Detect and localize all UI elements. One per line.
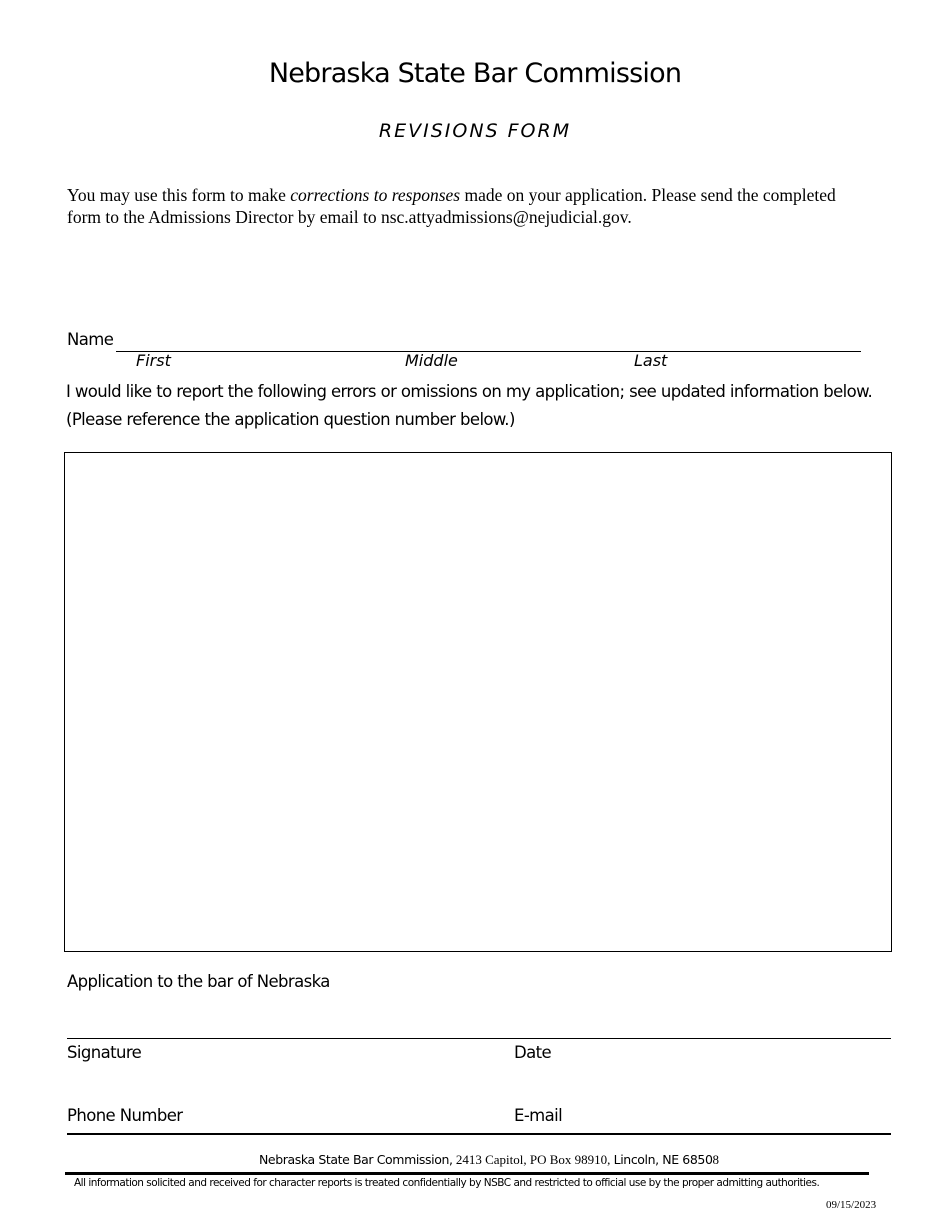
first-name-label: First	[136, 351, 171, 370]
middle-name-label: Middle	[405, 351, 458, 370]
form-subtitle: REVISIONS FORM	[378, 120, 572, 142]
name-label: Name	[67, 330, 114, 349]
footer-divider	[65, 1172, 869, 1175]
intro-text-end: made on your application. Please send the completed form to the Admissions Director by email to nsc.attyadmissions@nejudicial.gov.	[67, 185, 836, 227]
footer-zip-tail: 8	[712, 1152, 720, 1167]
email-label: E-mail	[514, 1106, 563, 1125]
form-title: Nebraska State Bar Commission	[268, 58, 682, 89]
intro-emphasis: corrections to responses	[290, 185, 461, 205]
report-line-1: I would like to report the following errors or omissions on my application; see updated information below.	[66, 382, 873, 401]
name-input-line[interactable]	[116, 351, 861, 352]
phone-label: Phone Number	[67, 1106, 183, 1125]
signature-label: Signature	[67, 1043, 142, 1062]
revisions-text-area[interactable]	[64, 452, 892, 952]
footer-street: 2413 Capitol, PO Box 98910,	[452, 1152, 614, 1167]
footer-org: Nebraska State Bar Commission,	[258, 1152, 453, 1167]
footer-city: Lincoln, NE 6850	[613, 1152, 713, 1167]
report-instructions	[66, 378, 872, 434]
report-line-2: (Please reference the application question number below.)	[66, 410, 515, 429]
contact-divider	[67, 1133, 891, 1135]
confidentiality-notice: All information solicited and received for character reports is treated confidentially by NSBC and restricted to official use by the proper admitting authorities.	[74, 1177, 820, 1189]
intro-paragraph	[67, 184, 867, 228]
intro-text-start: You may use this form to make	[67, 185, 291, 205]
last-name-label: Last	[634, 351, 668, 370]
footer-address	[0, 1152, 950, 1168]
date-label: Date	[514, 1043, 552, 1062]
signature-line[interactable]	[67, 1038, 891, 1039]
application-label: Application to the bar of Nebraska	[67, 972, 330, 991]
revision-date: 09/15/2023	[826, 1199, 877, 1211]
